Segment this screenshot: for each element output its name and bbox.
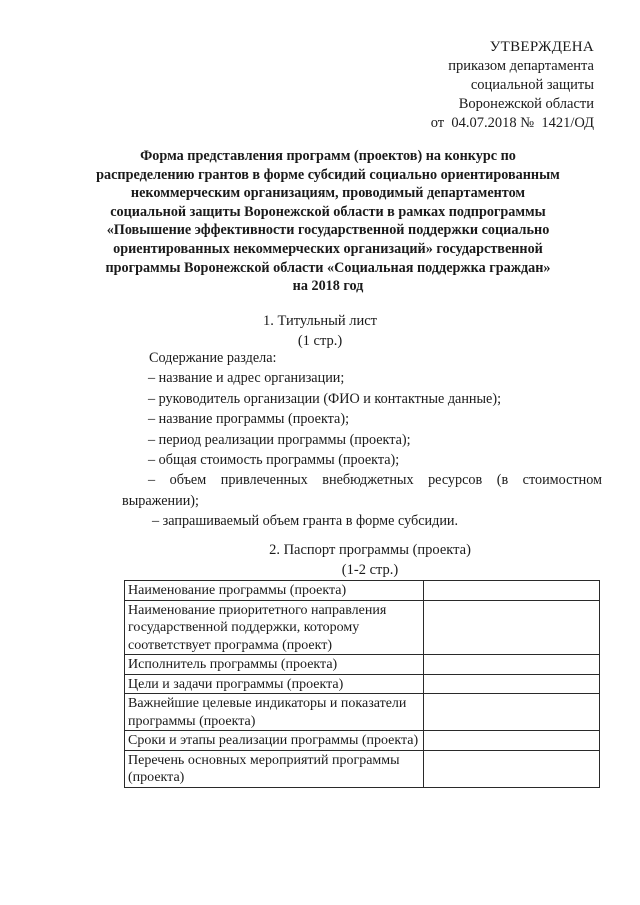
title-line: социальной защиты Воронежской области в рамках подпрограммы	[110, 203, 546, 220]
document-title	[96, 147, 560, 296]
title-line: на 2018 год	[292, 278, 364, 295]
section1-item-continuation: выражении);	[122, 492, 199, 509]
section1-pages: (1 стр.)	[297, 333, 343, 349]
table-row	[125, 750, 600, 787]
table-row	[125, 731, 600, 751]
section1-item: – название программы (проекта);	[148, 411, 350, 428]
table-row	[125, 600, 600, 655]
table-row	[125, 655, 600, 675]
approval-line: приказом департамента	[448, 58, 594, 74]
approval-order: от 04.07.2018 № 1421/ОД	[430, 115, 594, 131]
section1-header	[200, 311, 440, 351]
row-value-cell	[424, 600, 600, 655]
passport-table	[124, 580, 600, 788]
row-value-cell	[424, 750, 600, 787]
section1-content	[122, 348, 602, 532]
section1-item: – общая стоимость программы (проекта);	[148, 452, 400, 469]
section2-header	[230, 540, 510, 580]
title-line: Форма представления программ (проектов) на конкурс по	[140, 148, 516, 164]
section1-item: – название и адрес организации;	[148, 370, 345, 387]
row-label: Сроки и этапы реализации программы (проекта)	[125, 731, 424, 751]
row-value-cell	[424, 581, 600, 601]
section1-item: – руководитель организации (ФИО и контактные данные);	[148, 390, 502, 407]
row-label: Перечень основных мероприятий программы (проекта)	[125, 750, 424, 787]
title-line: распределению грантов в форме субсидий социально ориентированным	[96, 166, 560, 183]
section1-item: – период реализации программы (проекта);	[148, 431, 411, 448]
row-value-cell	[424, 694, 600, 731]
table-row	[125, 674, 600, 694]
row-label: Наименование приоритетного направления государственной поддержки, которому соответствует программа (проект)	[125, 600, 424, 655]
row-value-cell	[424, 731, 600, 751]
title-line: программы Воронежской области «Социальная поддержка граждан»	[105, 259, 551, 276]
row-label: Цели и задачи программы (проекта)	[125, 674, 424, 694]
row-value-cell	[424, 674, 600, 694]
section1-heading: 1. Титульный лист	[262, 313, 378, 329]
section1-item: – объем привлеченных внебюджетных ресурсов (в стоимостном	[148, 472, 602, 489]
section1-item: – запрашиваемый объем гранта в форме субсидии.	[152, 513, 459, 530]
approval-line: социальной защиты	[470, 77, 594, 93]
approval-line: Воронежской области	[458, 96, 594, 112]
section2-heading: 2. Паспорт программы (проекта)	[269, 542, 471, 558]
section2-pages: (1-2 стр.)	[341, 562, 399, 578]
row-label: Наименование программы (проекта)	[125, 581, 424, 601]
row-label: Важнейшие целевые индикаторы и показатели программы (проекта)	[125, 694, 424, 731]
title-line: ориентированных некоммерческих организаций» государственной	[113, 240, 543, 257]
row-value-cell	[424, 655, 600, 675]
table-row	[125, 694, 600, 731]
approval-heading: УТВЕРЖДЕНА	[489, 39, 594, 55]
title-line: «Повышение эффективности государственной поддержки социально	[106, 222, 550, 239]
title-line: некоммерческим организациям, проводимый департаментом	[130, 185, 526, 202]
row-label: Исполнитель программы (проекта)	[125, 655, 424, 675]
table-row	[125, 581, 600, 601]
approval-block	[364, 38, 594, 133]
section1-lead: Содержание раздела:	[149, 350, 277, 366]
